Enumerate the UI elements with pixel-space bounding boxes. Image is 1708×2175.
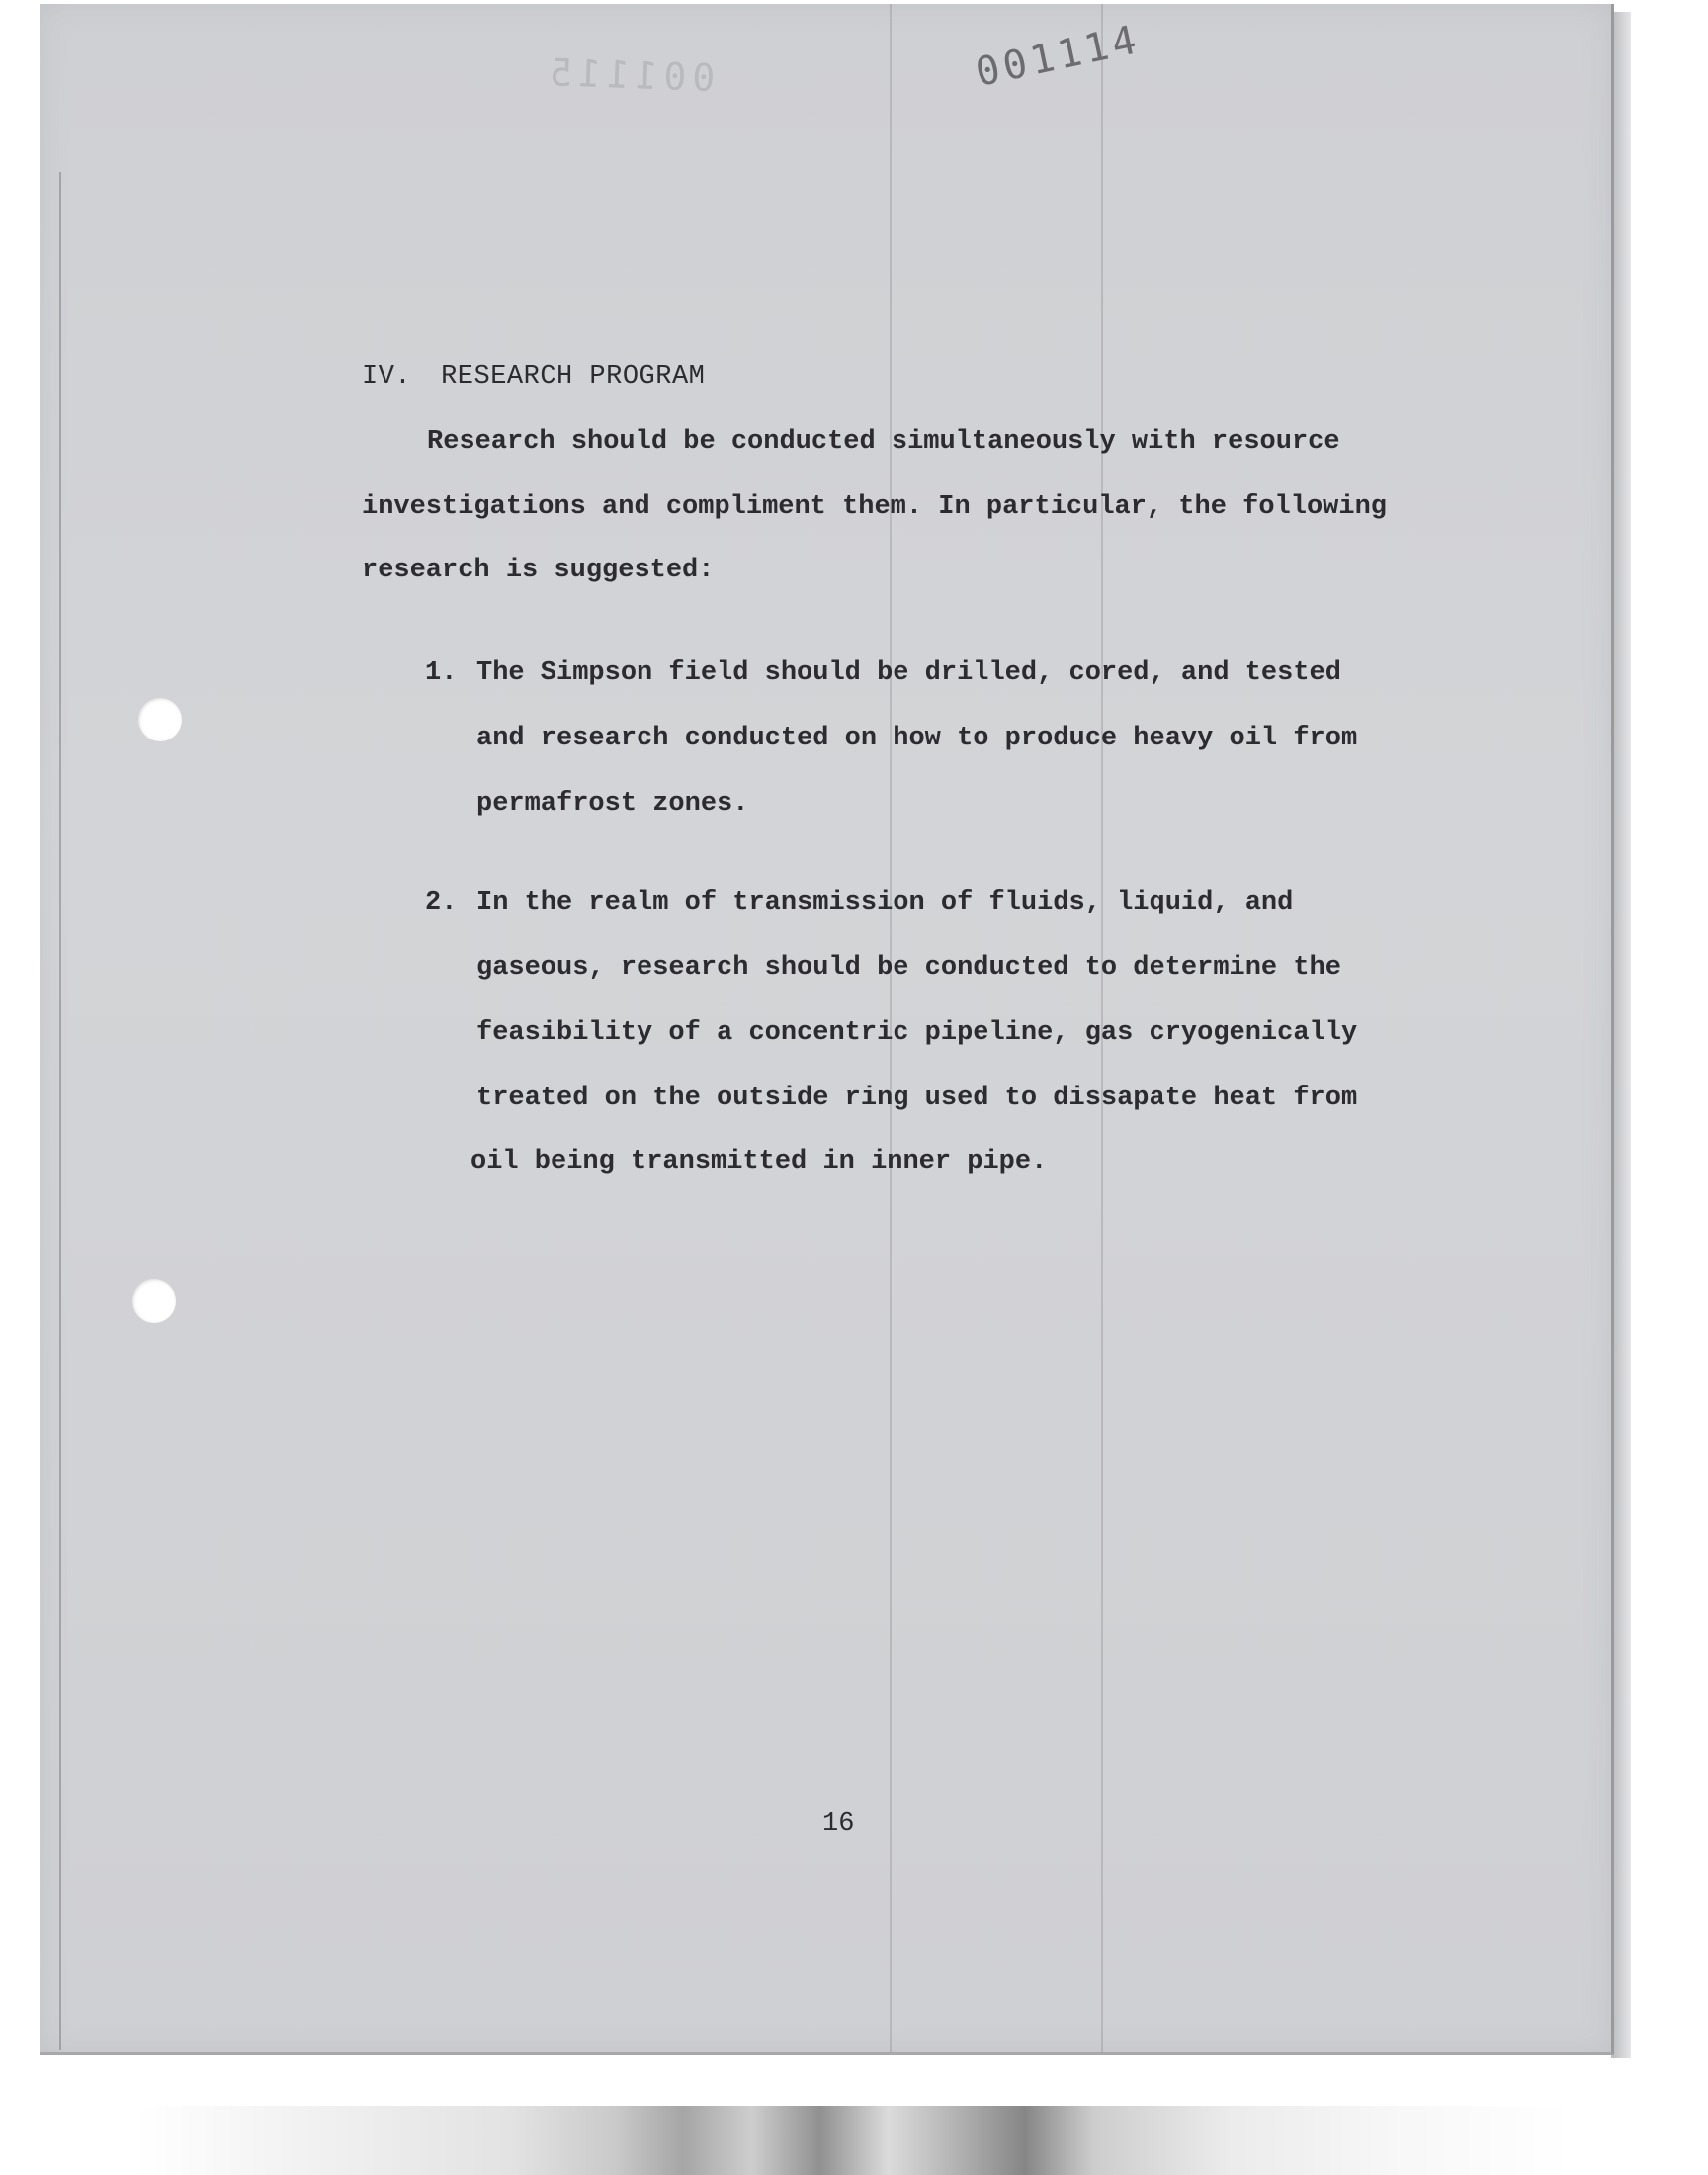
intro-line: research is suggested: (362, 556, 715, 585)
list-item-line: In the realm of transmission of fluids, liquid, and (476, 888, 1294, 917)
list-item-line: treated on the outside ring used to dissapate heat from (476, 1084, 1358, 1113)
ghost-stamp-number: 001115 (543, 49, 716, 101)
list-item-line: oil being transmitted in inner pipe. (470, 1147, 1048, 1176)
intro-line: investigations and compliment them. In particular, the following (362, 492, 1387, 522)
paper-sheet (40, 4, 1614, 2055)
list-item-line: gaseous, research should be conducted to determine the (476, 953, 1341, 983)
section-numeral: IV. (362, 362, 412, 392)
list-item-line: and research conducted on how to produce heavy oil from (476, 724, 1358, 753)
underlying-sheet-edge (1611, 12, 1631, 2058)
list-item-number: 2. (425, 888, 458, 917)
section-heading (362, 362, 705, 392)
scanner-streak-strip (0, 2106, 1708, 2175)
punch-hole-bottom (132, 1279, 176, 1323)
list-item-line: permafrost zones. (476, 789, 749, 819)
intro-line: Research should be conducted simultaneously with resource (427, 427, 1340, 457)
list-item-line: The Simpson field should be drilled, cored, and tested (476, 658, 1341, 688)
punch-hole-top (138, 698, 182, 741)
list-item-number: 1. (425, 658, 458, 688)
list-item-line: feasibility of a concentric pipeline, gas cryogenically (476, 1018, 1358, 1048)
page-number: 16 (822, 1809, 855, 1839)
section-title: RESEARCH PROGRAM (441, 362, 706, 392)
edge-line (59, 172, 61, 2050)
stamp-number: 001114 (972, 16, 1145, 97)
